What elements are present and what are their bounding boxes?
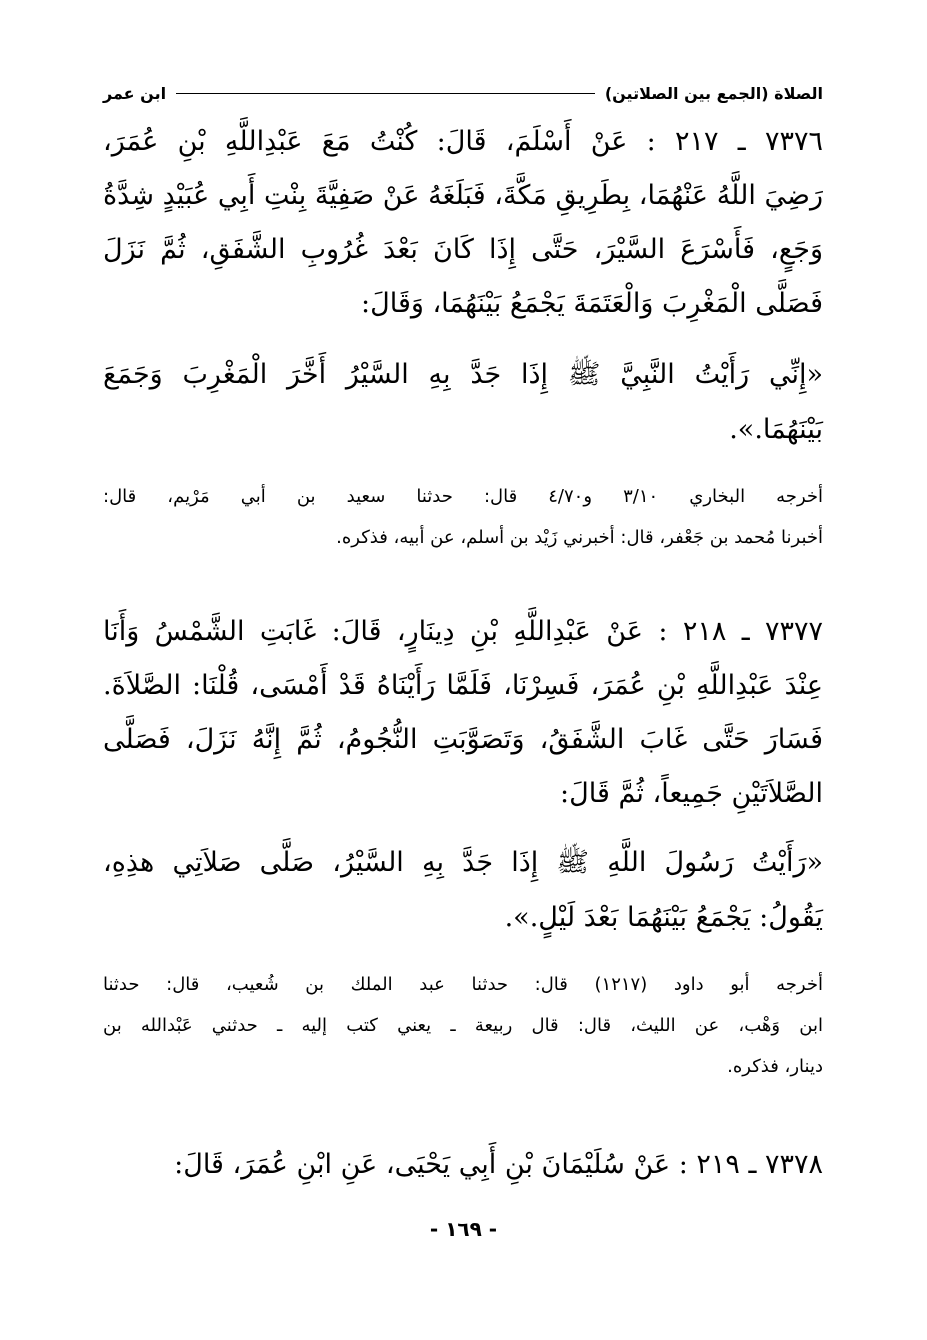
hadith-7376-line: وَجَعٍ، فَأَسْرَعَ السَّيْرَ، حَتَّى إِذَا كَانَ بَعْدَ غُرُوبِ الشَّفَقِ، ثُمَّ نَزَلَ	[103, 234, 823, 265]
hadith-7376-quote-line: بَيْنَهُمَا.».	[729, 414, 823, 445]
hadith-7376-line: ٧٣٧٦ ـ ٢١٧ : عَنْ أَسْلَمَ، قَالَ: كُنْتُ مَعَ عَبْدِاللَّهِ بْنِ عُمَرَ،	[103, 126, 823, 157]
chapter-title: الصلاة (الجمع بين الصلاتين)	[604, 83, 823, 103]
hadith-7377-line: عِنْدَ عَبْدِاللَّهِ بْنِ عُمَرَ، فَسِرْنَا، فَلَمَّا رَأَيْنَاهُ قَدْ أَمْسَى، قُلْنَا: الصَّلاَةَ.	[103, 670, 823, 701]
source-note-line: دينار، فذكره.	[727, 1056, 823, 1077]
hadith-7377-line: الصَّلاَتَيْنِ جَمِيعاً، ثُمَّ قَالَ:	[560, 778, 823, 809]
source-note-line: أخرجه أبو داود (١٢١٧) قال: حدثنا عبد الملك بن شُعيب، قال: حدثنا	[103, 974, 823, 995]
running-header	[103, 80, 823, 106]
hadith-7376-line: فَصَلَّى الْمَغْرِبَ وَالْعَتَمَةَ يَجْمَعُ بَيْنَهُمَا، وَقَالَ:	[361, 288, 823, 319]
hadith-7377-quote-line: «رَأَيْتُ رَسُولَ اللَّهِ ﷺ إِذَا جَدَّ بِهِ السَّيْرُ، صَلَّى صَلاَتِي هذِهِ،	[103, 847, 823, 878]
source-note-line: ابن وَهْب، عن الليث، قال: قال ربيعة ـ يعني كتب إليه ـ حدثني عَبْدالله بن	[103, 1015, 823, 1036]
narrator-name: ابن عمر	[103, 83, 167, 103]
source-note-line: أخرجه البخاري ٣/١٠ و٤/٧٠ قال: حدثنا سعيد بن أبي مَرْيم، قال:	[103, 486, 823, 507]
header-rule	[176, 93, 595, 94]
hadith-7377-line: ٧٣٧٧ ـ ٢١٨ : عَنْ عَبْدِاللَّهِ بْنِ دِينَارٍ، قَالَ: غَابَتِ الشَّمْسُ وَأَنَا	[103, 616, 824, 647]
hadith-7377-quote-line: يَقُولُ: يَجْمَعُ بَيْنَهُمَا بَعْدَ لَيْلٍ.».	[504, 902, 823, 933]
hadith-7376-line: رَضِيَ اللَّهُ عَنْهُمَا، بِطَرِيقِ مَكَّةَ، فَبَلَغَهُ عَنْ صَفِيَّةَ بِنْتِ أَبِي عُبَيْدٍ شِدَّةُ	[103, 180, 823, 211]
hadith-7376-quote-line: «إِنِّي رَأَيْتُ النَّبِيَّ ﷺ إِذَا جَدَّ بِهِ السَّيْرُ أَخَّرَ الْمَغْرِبَ وَجَمَعَ	[103, 359, 823, 390]
hadith-7378-line: ٧٣٧٨ ـ ٢١٩ : عَنْ سُلَيْمَانَ بْنِ أَبِي يَحْيَى، عَنِ ابْنِ عُمَرَ، قَالَ:	[174, 1149, 823, 1180]
page-number: - ١٦٩ -	[429, 1217, 498, 1241]
hadith-7377-line: فَسَارَ حَتَّى غَابَ الشَّفَقُ، وَتَصَوَّبَتِ النُّجُومُ، ثُمَّ إِنَّهُ نَزَلَ، فَصَلَّى	[103, 724, 823, 755]
source-note-line: أخبرنا مُحمد بن جَعْفر، قال: أخبرني زَيْد بن أسلم، عن أبيه، فذكره.	[336, 527, 823, 548]
